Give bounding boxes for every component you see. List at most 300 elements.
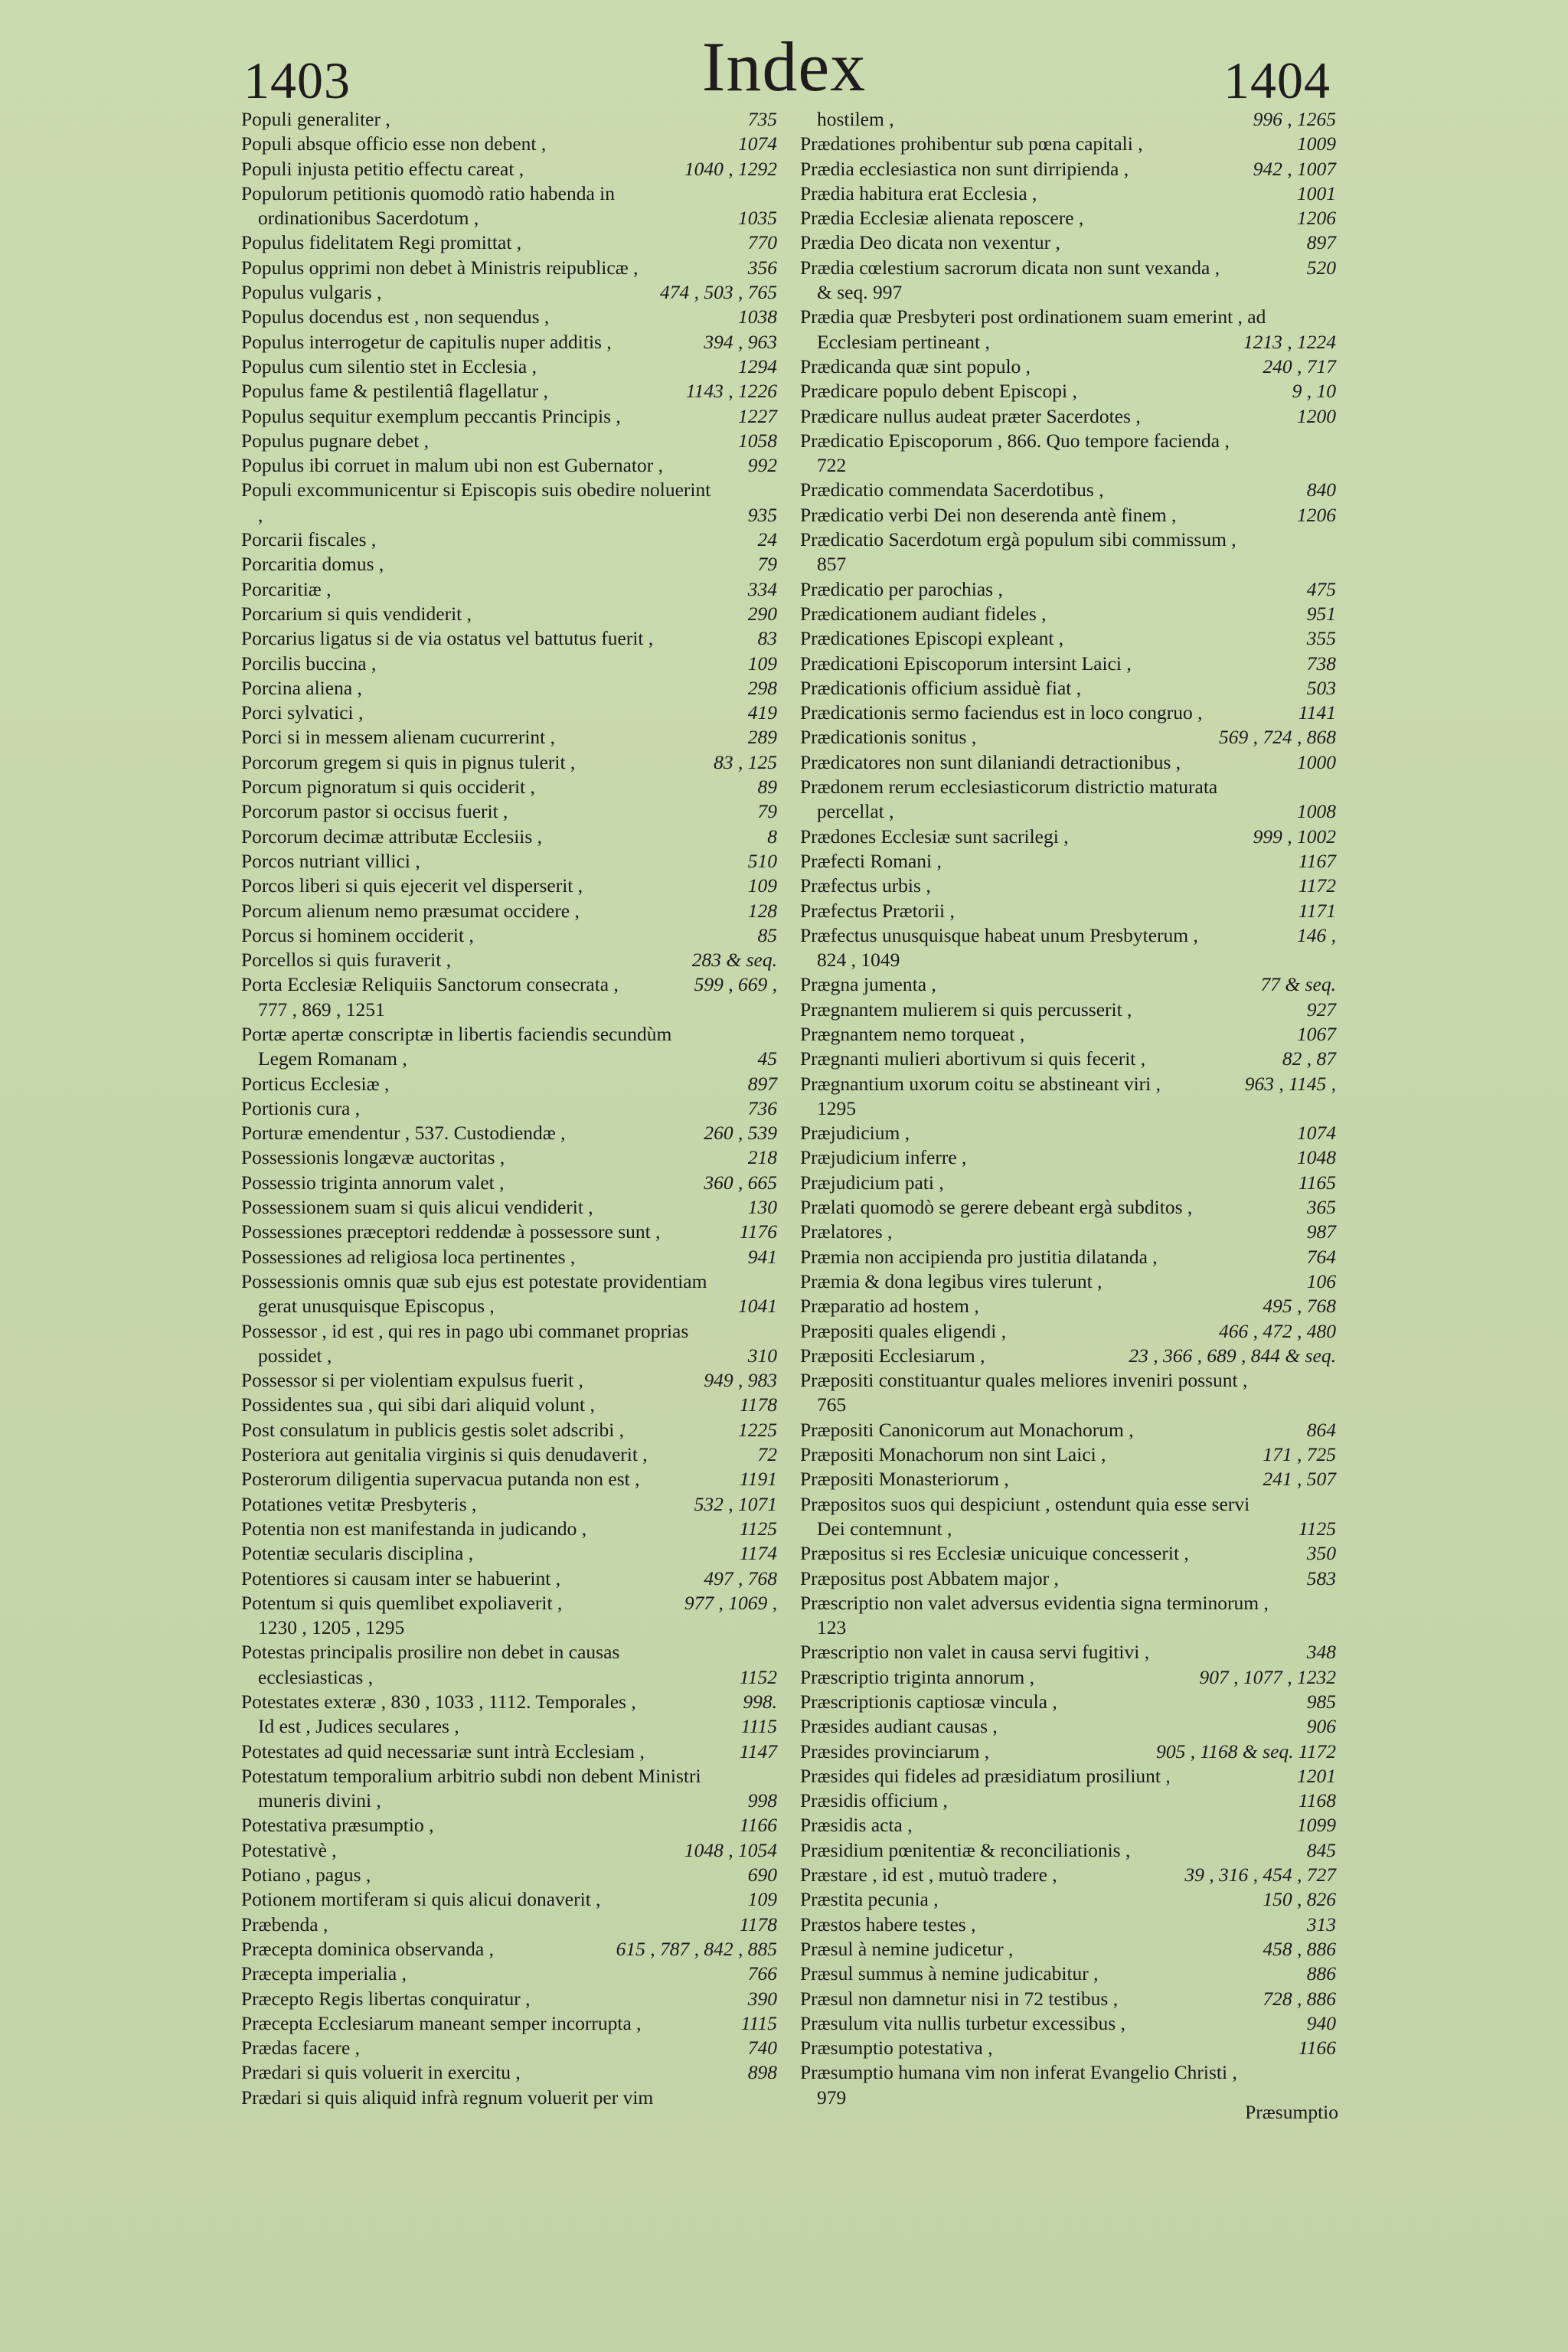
- index-entry: [241, 1492, 777, 1517]
- index-entry-text: Porci sylvatici ,: [241, 701, 364, 724]
- index-entry: [800, 1220, 1336, 1244]
- index-entry-text: Porcorum decimæ attributæ Ecclesiis ,: [241, 825, 543, 848]
- index-entry: [800, 1640, 1336, 1664]
- index-entry: [800, 1887, 1336, 1912]
- index-entry-pages: 23 , 366 , 689 , 844 & seq.: [1129, 1344, 1336, 1367]
- index-entry-text: Prægna jumenta ,: [800, 973, 936, 996]
- index-entry: [241, 626, 777, 651]
- index-entry-pages: 963 , 1145 ,: [1244, 1072, 1336, 1095]
- index-entry-pages: 334: [747, 577, 777, 600]
- index-entry-text: Prædicationem audiant fideles ,: [800, 602, 1047, 625]
- index-entry-pages: 764: [1306, 1245, 1336, 1268]
- index-entry-text: Præmia non accipienda pro justitia dilatanda ,: [800, 1245, 1158, 1268]
- index-entry-text: Præscriptio triginta annorum ,: [800, 1665, 1034, 1688]
- index-entry-text: Præbenda ,: [241, 1913, 328, 1936]
- index-entry: [800, 1690, 1336, 1714]
- index-entry: [241, 1195, 777, 1220]
- index-entry-pages: 260 , 539: [704, 1122, 777, 1145]
- index-entry: [241, 1591, 777, 1615]
- index-entry-text: Prædas facere ,: [241, 2037, 361, 2060]
- index-entry-text: Prægnantem mulierem si quis percusserit ,: [800, 998, 1132, 1021]
- index-entry-pages: 1166: [739, 1814, 777, 1837]
- index-entry-text: Post consulatum in publicis gestis solet adscribi ,: [241, 1418, 625, 1441]
- index-entry-text: Præstita pecunia ,: [800, 1888, 939, 1911]
- index-entry: [241, 923, 777, 948]
- index-entry-pages: 85: [757, 923, 777, 946]
- index-entry-pages: 1125: [1298, 1517, 1336, 1540]
- index-entry-pages: 218: [747, 1146, 777, 1169]
- index-entry-pages: 350: [1306, 1542, 1336, 1565]
- index-entry-text: Porcus si hominem occiderit ,: [241, 923, 474, 946]
- index-entry-text: Præsumptio humana vim non inferat Evangelio Christi ,: [800, 2061, 1237, 2084]
- index-entry-text: Præsides audiant causas ,: [800, 1715, 998, 1738]
- index-entry-pages: 897: [747, 1072, 777, 1095]
- index-entry-pages: 77 & seq.: [1260, 973, 1336, 996]
- index-entry-text: Potentum si quis quemlibet expoliaverit ,: [241, 1591, 563, 1614]
- index-entry-pages: 241 , 507: [1263, 1468, 1336, 1491]
- index-entry-text: Possessionis omnis quæ sub ejus est potestate providentiam gerat unusquisque Episcopus ,: [241, 1269, 707, 1318]
- index-entry-pages: 146 ,: [1297, 923, 1336, 946]
- index-entry-pages: 45: [757, 1047, 777, 1070]
- index-entry-pages: 24: [757, 528, 777, 551]
- index-entry-pages: 1176: [739, 1220, 777, 1243]
- index-entry: [241, 701, 777, 725]
- index-entry-pages: 1041: [738, 1295, 777, 1318]
- index-entry: [241, 799, 777, 824]
- index-entry: [241, 750, 777, 775]
- index-entry-pages: 1172: [1298, 874, 1336, 897]
- index-entry: [241, 602, 777, 626]
- index-entry: [800, 652, 1336, 676]
- index-entry: [800, 1714, 1336, 1739]
- index-entry-text: Prædicationi Episcoporum intersint Laici ,: [800, 652, 1132, 675]
- index-entry-text: Posterorum diligentia supervacua putanda non est ,: [241, 1468, 640, 1491]
- index-entry: [241, 1987, 777, 2011]
- index-entry-pages: 1008: [1297, 800, 1336, 823]
- index-entry-text: Porcorum pastor si occisus fuerit ,: [241, 800, 508, 823]
- index-entry-pages: 298: [747, 676, 777, 699]
- index-entry-text: Populus opprimi non debet à Ministris reipublicæ ,: [241, 256, 639, 279]
- index-entry-pages: 1000: [1297, 750, 1336, 773]
- page-number-right: 1404: [1223, 51, 1331, 109]
- index-entry-text: Populus fidelitatem Regi promittat ,: [241, 231, 522, 254]
- index-entry-text: Præparatio ad hostem ,: [800, 1295, 979, 1318]
- index-entry-pages: 348: [1306, 1641, 1336, 1664]
- index-entry: [800, 602, 1336, 626]
- index-entry-text: Posteriora aut genitalia virginis si quis denudaverit ,: [241, 1443, 648, 1466]
- index-entry-pages: 1040 , 1292: [684, 157, 777, 180]
- index-entry: [241, 998, 777, 1022]
- index-entry: [800, 725, 1336, 750]
- index-entry: [800, 1393, 1336, 1417]
- index-entry: [800, 132, 1336, 156]
- index-entry-text: Populus vulgaris ,: [241, 281, 382, 304]
- index-entry: [800, 1442, 1336, 1467]
- index-entry-text: Prægnantium uxorum coitu se abstineant viri ,: [800, 1072, 1161, 1095]
- page-header: [0, 21, 1568, 109]
- index-entry-pages: 394 , 963: [704, 330, 777, 353]
- index-entry-text: Potestatum temporalium arbitrio subdi non debent Ministri muneris divini ,: [241, 1764, 701, 1812]
- index-entry-text: Præscriptio non valet in causa servi fugitivi ,: [800, 1641, 1150, 1664]
- index-entry-text: Præsul non damnetur nisi in 72 testibus ,: [800, 1987, 1119, 2010]
- index-entry: [800, 972, 1336, 997]
- index-entry-pages: 583: [1306, 1566, 1336, 1589]
- index-entry-text: Porturæ emendentur , 537. Custodiendæ ,: [241, 1122, 566, 1145]
- index-entry: [800, 1566, 1336, 1591]
- index-entry-pages: 355: [1306, 627, 1336, 650]
- index-entry-text: Potionem mortiferam si quis alicui donaverit ,: [241, 1888, 601, 1911]
- index-entry: [241, 1640, 777, 1690]
- index-entry: [241, 1764, 777, 1814]
- index-entry-pages: 935: [747, 503, 777, 526]
- index-entry-text: Potentiores si causam inter se habuerint ,: [241, 1566, 561, 1589]
- index-entry-text: Præmia & dona legibus vires tulerunt ,: [800, 1269, 1102, 1292]
- index-entry: [800, 379, 1336, 403]
- index-entry-pages: 1115: [740, 1715, 777, 1738]
- index-entry: [241, 1022, 777, 1072]
- index-entry: [241, 1838, 777, 1863]
- index-entry: [800, 206, 1336, 230]
- index-entry: [241, 1245, 777, 1269]
- index-entry-text: Præcepta dominica observanda ,: [241, 1937, 494, 1960]
- index-entry-pages: 1009: [1297, 132, 1336, 155]
- index-entry-text: Possidentes sua , qui sibi dari aliquid volunt ,: [241, 1393, 595, 1416]
- index-entry: [800, 1121, 1336, 1145]
- index-entry-pages: 1099: [1297, 1814, 1336, 1837]
- index-entry: [800, 1245, 1336, 1269]
- index-entry: [800, 1937, 1336, 1962]
- index-entry: [241, 1393, 777, 1417]
- index-entry-text: Præpositi Monachorum non sint Laici ,: [800, 1443, 1106, 1466]
- index-entry-text: Porcina aliena ,: [241, 676, 362, 699]
- catchword: Præsumptio: [1245, 2101, 1338, 2123]
- index-entry-text: Præpositi Monasteriorum ,: [800, 1468, 1009, 1491]
- index-entry-text: Populus ibi corruet in malum ubi non est Gubernator ,: [241, 454, 664, 477]
- index-entry-pages: 289: [747, 726, 777, 749]
- index-entry: [241, 157, 777, 181]
- index-entry-text: Prædia habitura erat Ecclesia ,: [800, 181, 1037, 204]
- index-entry-pages: 840: [1306, 479, 1336, 501]
- index-entry-pages: 864: [1306, 1418, 1336, 1441]
- index-entry-text: Præjudicium ,: [800, 1122, 910, 1145]
- index-entry: [241, 1913, 777, 1937]
- index-entry: [241, 305, 777, 329]
- index-entry: [800, 825, 1336, 849]
- index-entry-pages: 886: [1306, 1962, 1336, 1985]
- index-entry-pages: 941: [747, 1245, 777, 1268]
- index-entry: [800, 948, 1336, 972]
- index-entry-pages: 532 , 1071: [694, 1492, 777, 1515]
- index-entry-pages: 356: [747, 256, 777, 279]
- index-entry-text: Præpositus post Abbatem major ,: [800, 1566, 1059, 1589]
- index-entry-pages: 466 , 472 , 480: [1219, 1319, 1336, 1342]
- index-entry-text: 1230 , 1205 , 1295: [258, 1616, 405, 1639]
- index-entry-pages: 1165: [1298, 1171, 1336, 1194]
- index-entry: [241, 1467, 777, 1491]
- index-entry-pages: 897: [1306, 231, 1336, 254]
- index-entry: [241, 1517, 777, 1541]
- index-entry-pages: 1171: [1298, 899, 1336, 922]
- page-title: Index: [701, 28, 867, 106]
- index-entry-text: Porticus Ecclesiæ ,: [241, 1072, 390, 1095]
- index-entry-pages: 150 , 826: [1263, 1888, 1336, 1911]
- index-entry-text: Portionis cura ,: [241, 1096, 361, 1119]
- index-entry: [241, 2036, 777, 2060]
- index-entry: [800, 1096, 1336, 1121]
- index-entry-text: Portæ apertæ conscriptæ in libertis faciendis secundùm Legem Romanam ,: [241, 1022, 672, 1070]
- index-entry-text: Potestates ad quid necessariæ sunt intrà Ecclesiam ,: [241, 1740, 645, 1762]
- index-entry-pages: 1206: [1297, 503, 1336, 526]
- index-entry-pages: 419: [747, 701, 777, 724]
- index-entry-text: Præsides qui fideles ad præsidiatum prosiliunt ,: [800, 1764, 1171, 1787]
- index-entry-text: Prædari si quis aliquid infrà regnum voluerit per vim: [241, 2086, 654, 2109]
- index-entry-pages: 1225: [738, 1418, 777, 1441]
- index-entry-text: Populi absque officio esse non debent ,: [241, 132, 547, 155]
- index-entry-text: Possessor , id est , qui res in pago ubi commanet proprias possidet ,: [241, 1319, 689, 1367]
- index-entry-pages: 942 , 1007: [1253, 157, 1336, 180]
- index-entry-pages: 1038: [738, 305, 777, 328]
- index-entry: [241, 1121, 777, 1145]
- index-entry-pages: 1167: [1298, 849, 1336, 872]
- index-entry-text: Possessionem suam si quis alicui vendiderit ,: [241, 1196, 593, 1219]
- index-entry-pages: 569 , 724 , 868: [1219, 726, 1336, 749]
- index-entry-pages: 1115: [740, 2011, 777, 2034]
- index-entry-pages: 766: [747, 1962, 777, 1985]
- index-entry-text: Possessor si per violentiam expulsus fuerit ,: [241, 1369, 583, 1392]
- index-entry-text: Porcarii fiscales ,: [241, 528, 377, 551]
- index-entry: [800, 874, 1336, 898]
- index-entry-text: Prædicare populo debent Episcopi ,: [800, 380, 1077, 403]
- index-entry-text: Porcorum gregem si quis in pignus tulerit ,: [241, 750, 576, 773]
- index-entry-text: Præpositos suos qui despiciunt , ostendunt quia esse servi Dei contemnunt ,: [800, 1492, 1250, 1540]
- index-entry-text: Præcepta imperialia ,: [241, 1962, 407, 1985]
- index-entry-text: Populus fame & pestilentiâ flagellatur ,: [241, 380, 548, 403]
- index-entry-text: Præstos habere testes ,: [800, 1913, 976, 1936]
- index-entry-text: Porcilis buccina ,: [241, 652, 377, 675]
- index-entry-text: Præsidis acta ,: [800, 1814, 913, 1837]
- index-entry-pages: 9 , 10: [1292, 380, 1336, 403]
- index-entry-pages: 987: [1306, 1220, 1336, 1243]
- index-entry-text: 824 , 1049: [817, 949, 900, 972]
- index-entry-text: Porcos liberi si quis ejecerit vel disperserit ,: [241, 874, 583, 897]
- index-entry-pages: 690: [747, 1864, 777, 1886]
- index-entry-text: 1295: [817, 1096, 856, 1119]
- index-entry-text: Præscriptio non valet adversus evidentia signa terminorum ,: [800, 1591, 1269, 1614]
- index-entry-pages: 475: [1306, 577, 1336, 600]
- index-entry-text: Præpositi Canonicorum aut Monachorum ,: [800, 1418, 1134, 1441]
- index-entry: [241, 972, 777, 997]
- index-entry: [800, 1740, 1336, 1764]
- index-entry: [241, 725, 777, 750]
- index-entry: [800, 503, 1336, 528]
- index-entry-pages: 770: [747, 231, 777, 254]
- index-entry: [800, 899, 1336, 923]
- index-entry-text: Potiano , pagus ,: [241, 1864, 371, 1886]
- index-entry: [800, 181, 1336, 206]
- index-entry: [800, 1591, 1336, 1615]
- index-entry: [800, 1813, 1336, 1838]
- index-entry: [800, 1418, 1336, 1442]
- index-entry-text: Præsulum vita nullis turbetur excessibus ,: [800, 2011, 1125, 2034]
- index-entry: [800, 2036, 1336, 2060]
- index-entry: [241, 1962, 777, 1986]
- index-entry-pages: 79: [757, 800, 777, 823]
- index-entry-text: Possessiones ad religiosa loca pertinentes ,: [241, 1245, 576, 1268]
- index-entry-pages: 1174: [739, 1542, 777, 1565]
- index-entry: [800, 1319, 1336, 1344]
- index-entry-pages: 1067: [1297, 1022, 1336, 1045]
- index-entry-text: Porta Ecclesiæ Reliquiis Sanctorum consecrata ,: [241, 973, 619, 996]
- index-entry-text: Præjudicium inferre ,: [800, 1146, 967, 1169]
- index-entry: [241, 2060, 777, 2085]
- index-entry-pages: 1213 , 1224: [1243, 330, 1336, 353]
- index-entry-text: Præsides provinciarum ,: [800, 1740, 990, 1762]
- index-entry-text: Præsidium pœnitentiæ & reconciliationis ,: [800, 1838, 1131, 1861]
- index-entry-text: 123: [817, 1616, 847, 1639]
- index-entry: [241, 1171, 777, 1195]
- index-entry: [241, 1887, 777, 1912]
- index-entry-pages: 615 , 787 , 842 , 885: [616, 1937, 777, 1960]
- index-entry-pages: 495 , 768: [1263, 1295, 1336, 1318]
- index-entry: [800, 404, 1336, 429]
- index-entry: [241, 2086, 777, 2110]
- index-entry-pages: 390: [747, 1987, 777, 2010]
- index-entry-pages: 1048: [1297, 1146, 1336, 1169]
- index-entry-text: Prædicatio Sacerdotum ergà populum sibi commissum ,: [800, 528, 1236, 551]
- index-entry: [800, 1047, 1336, 1071]
- index-entry: [800, 1863, 1336, 1887]
- index-entry-pages: 1035: [738, 207, 777, 230]
- index-entry: [241, 552, 777, 577]
- index-entry-text: Porcarius ligatus si de via ostatus vel battutus fuerit ,: [241, 627, 654, 650]
- index-entry-text: Prædicatio Episcoporum , 866. Quo tempore facienda ,: [800, 429, 1230, 452]
- index-entry-pages: 365: [1306, 1196, 1336, 1219]
- index-entry: [241, 1145, 777, 1170]
- index-entry: [800, 676, 1336, 701]
- index-column-left: [241, 107, 777, 2110]
- index-entry: [800, 453, 1336, 478]
- index-entry: [800, 775, 1336, 825]
- index-entry-pages: 360 , 665: [704, 1171, 777, 1194]
- index-entry-text: Prægnantem nemo torqueat ,: [800, 1022, 1025, 1045]
- index-entry-pages: 1178: [739, 1913, 777, 1936]
- index-entry-text: Populus docendus est , non sequendus ,: [241, 305, 550, 328]
- index-entry-text: Porcellos si quis furaverit ,: [241, 949, 452, 972]
- index-entry-text: Porcaritia domus ,: [241, 553, 384, 576]
- index-entry-pages: 1294: [738, 354, 777, 377]
- index-entry: [241, 132, 777, 156]
- index-entry-pages: 998.: [743, 1690, 777, 1713]
- index-entry-pages: 905 , 1168 & seq. 1172: [1156, 1740, 1336, 1762]
- index-entry-pages: 992: [747, 454, 777, 477]
- index-entry: [241, 2011, 777, 2036]
- index-entry-text: Prælatores ,: [800, 1220, 893, 1243]
- index-entry-text: Populus sequitur exemplum peccantis Principis ,: [241, 404, 621, 427]
- index-entry: [800, 230, 1336, 255]
- index-entry-text: Possessio triginta annorum valet ,: [241, 1171, 505, 1194]
- index-entry-text: Populorum petitionis quomodò ratio habenda in ordinationibus Sacerdotum ,: [241, 181, 615, 230]
- index-entry: [241, 280, 777, 305]
- index-entry: [241, 478, 777, 528]
- index-entry-pages: 906: [1306, 1715, 1336, 1738]
- page-number-left: 1403: [243, 51, 351, 109]
- index-entry: [800, 750, 1336, 775]
- index-entry-pages: 1200: [1297, 404, 1336, 427]
- index-entry-text: Præsul summus à nemine judicabitur ,: [800, 1962, 1099, 1985]
- index-entry-pages: 283 & seq.: [691, 949, 777, 972]
- index-entry-text: Prædicatio commendata Sacerdotibus ,: [800, 479, 1104, 501]
- index-entry-pages: 1152: [739, 1665, 777, 1688]
- index-entry-pages: 520: [1306, 256, 1336, 279]
- index-entry-pages: 985: [1306, 1690, 1336, 1713]
- index-entry-pages: 72: [757, 1443, 777, 1466]
- index-entry-text: Porci si in messem alienam cucurrerint ,: [241, 726, 556, 749]
- index-entry-pages: 845: [1306, 1838, 1336, 1861]
- index-entry: [800, 1145, 1336, 1170]
- index-entry: [800, 429, 1336, 453]
- index-entry-text: Prædonem rerum ecclesiasticorum districtio maturata percellat ,: [800, 776, 1218, 823]
- index-entry-pages: 82 , 87: [1282, 1047, 1336, 1070]
- index-entry-pages: 977 , 1069 ,: [684, 1591, 777, 1614]
- index-entry-text: Prædicationis sonitus ,: [800, 726, 977, 749]
- index-entry-pages: 1125: [739, 1517, 777, 1540]
- index-column-right: [800, 107, 1336, 2110]
- index-entry: [800, 552, 1336, 577]
- index-entry: [800, 701, 1336, 725]
- index-entry-text: Populus cum silentio stet in Ecclesia ,: [241, 354, 537, 377]
- index-entry-text: Præsul à nemine judicetur ,: [800, 1937, 1014, 1960]
- index-entry-pages: 949 , 983: [704, 1369, 777, 1392]
- index-entry-text: Possessionis longævæ auctoritas ,: [241, 1146, 505, 1169]
- index-entry-pages: 1166: [1298, 2037, 1336, 2060]
- index-entry: [241, 1072, 777, 1096]
- index-entry: [241, 948, 777, 972]
- index-entry-pages: 39 , 316 , 454 , 727: [1184, 1864, 1336, 1886]
- index-entry: [241, 874, 777, 898]
- index-entry: [241, 404, 777, 429]
- index-entry: [241, 1714, 777, 1739]
- index-entry-text: Præpositi Ecclesiarum ,: [800, 1344, 985, 1367]
- index-entry-pages: 89: [757, 776, 777, 799]
- index-entry-pages: 1178: [739, 1393, 777, 1416]
- index-entry-pages: 83 , 125: [714, 750, 777, 773]
- index-entry-pages: 599 , 669 ,: [694, 973, 777, 996]
- index-entry-text: Prædicatio per parochias ,: [800, 577, 1003, 600]
- index-entry: [800, 1492, 1336, 1542]
- index-entry-pages: 738: [1306, 652, 1336, 675]
- index-entry: [241, 181, 777, 231]
- index-entry-text: Potentia non est manifestanda in judicando ,: [241, 1517, 587, 1540]
- index-entry-text: Populus pugnare debet ,: [241, 429, 430, 452]
- index-entry-text: Præfectus Prætorii ,: [800, 899, 955, 922]
- index-entry-text: Prægnanti mulieri abortivum si quis fecerit ,: [800, 1047, 1146, 1070]
- index-entry-pages: 458 , 886: [1263, 1937, 1336, 1960]
- index-entry: [800, 1541, 1336, 1566]
- index-entry-text: Prædicare nullus audeat præter Sacerdotes ,: [800, 404, 1141, 427]
- index-entry-text: Populi injusta petitio effectu careat ,: [241, 157, 524, 180]
- index-entry: [800, 1269, 1336, 1294]
- index-entry-text: Præcepto Regis libertas conquiratur ,: [241, 1987, 531, 2010]
- index-entry-pages: 728 , 886: [1263, 1987, 1336, 2010]
- index-entry-pages: 898: [747, 2061, 777, 2084]
- index-entry: [800, 528, 1336, 552]
- index-entry: [800, 478, 1336, 502]
- index-entry-text: Porcum pignoratum si quis occiderit ,: [241, 776, 535, 799]
- index-entry-text: Prædones Ecclesiæ sunt sacrilegi ,: [800, 825, 1069, 848]
- index-entry: [241, 577, 777, 602]
- index-entry: [800, 1788, 1336, 1813]
- index-entry-pages: 510: [747, 849, 777, 872]
